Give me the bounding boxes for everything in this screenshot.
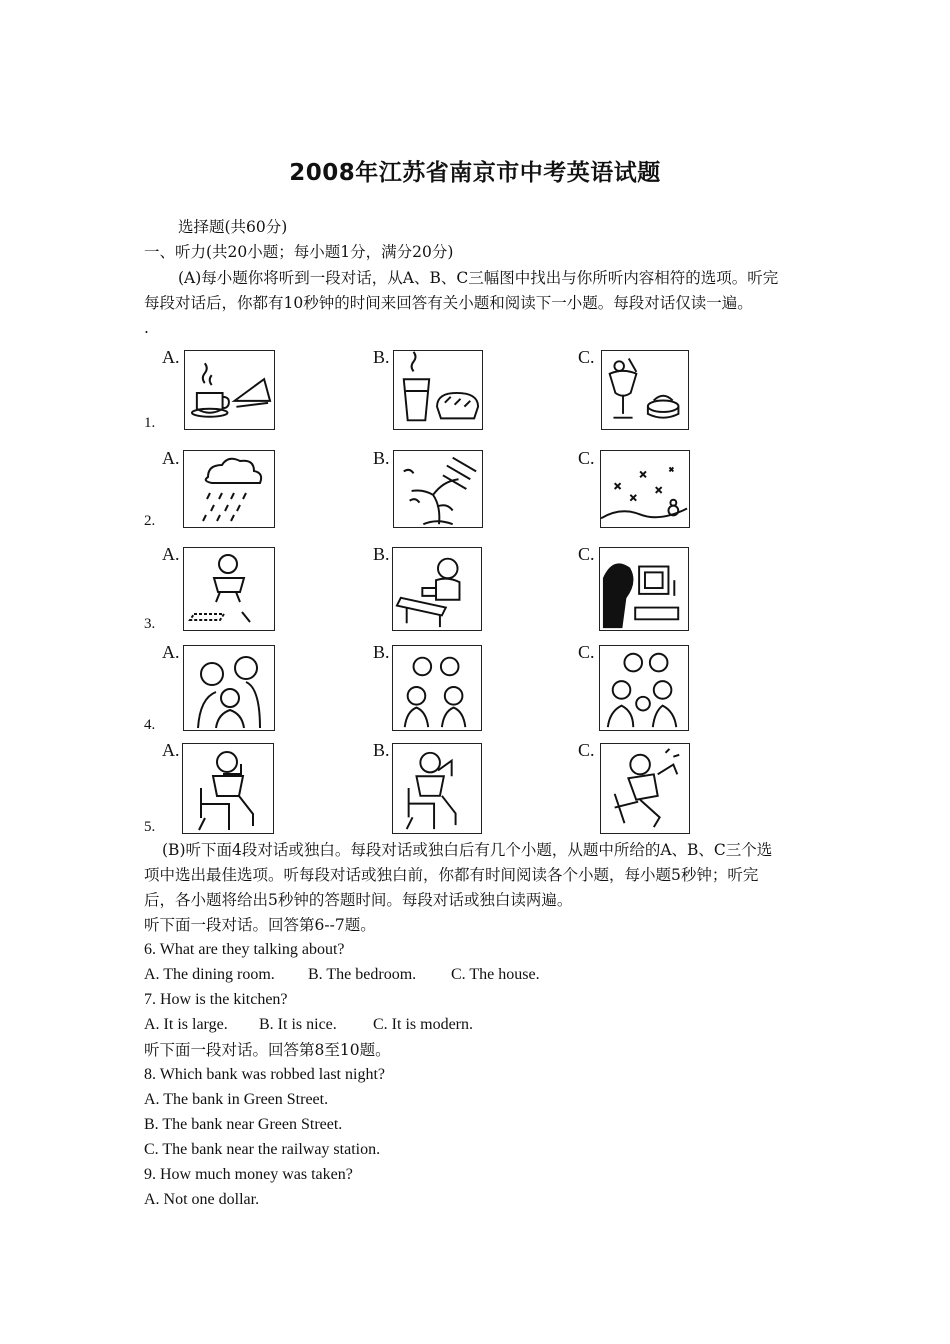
q6-option-a[interactable]: A. The dining room. [144,966,275,983]
q3-number: 3. [144,616,156,632]
q8-option-b[interactable]: B. The bank near Green Street. [144,1116,343,1133]
family-group-icon[interactable] [599,645,689,731]
partB-instruction-3: 后，各小题将给出5秒钟的答题时间。每段对话或独白读两遍。 [144,891,573,909]
q5-option-a-letter: A. [162,740,180,760]
windy-tree-icon[interactable] [393,450,483,528]
dialog2-intro: 听下面一段对话。回答第8至10题。 [144,1041,391,1059]
q2-number: 2. [144,513,156,529]
q6-option-c[interactable]: C. The house. [451,966,540,983]
page-title: 2008年江苏省南京市中考英语试题 [289,160,661,186]
snow-scene-icon[interactable] [600,450,690,528]
q5-option-b-letter: B. [373,740,390,760]
question-8: 8. Which bank was robbed last night? [144,1066,385,1083]
q5-number: 5. [144,819,156,835]
q4-option-b-letter: B. [373,642,390,662]
man-at-desk-icon[interactable] [392,547,482,631]
q4-option-a-letter: A. [162,642,180,662]
family-of-three-icon[interactable] [183,645,275,731]
partB-instruction-2: 项中选出最佳选项。听每段对话或独白前，你都有时间阅读各个小题，每小题5秒钟；听完 [144,866,759,884]
partA-instruction-1: (A)每小题你将听到一段对话，从A、B、C三幅图中找出与你所听内容相符的选项。听完 [178,269,779,287]
milk-and-bread-icon[interactable] [393,350,483,430]
q7-option-c[interactable]: C. It is modern. [373,1016,473,1033]
q4-number: 4. [144,717,156,733]
q3-option-c-letter: C. [578,544,595,564]
question-7: 7. How is the kitchen? [144,991,288,1008]
rain-cloud-icon[interactable] [183,450,275,528]
q1-option-a-letter: A. [162,347,180,367]
section-header: 选择题(共60分) [178,218,288,236]
q9-option-a[interactable]: A. Not one dollar. [144,1191,260,1208]
q7-option-b[interactable]: B. It is nice. [259,1016,337,1033]
q1-number: 1. [144,415,156,431]
part1-header: 一、听力(共20小题；每小题1分，满分20分) [144,243,454,261]
q2-option-a-letter: A. [162,448,180,468]
q1-option-c-letter: C. [578,347,595,367]
q8-option-a[interactable]: A. The bank in Green Street. [144,1091,329,1108]
q3-option-a-letter: A. [162,544,180,564]
boy-falling-chair-icon[interactable] [600,743,690,834]
q3-option-b-letter: B. [373,544,390,564]
q1-option-b-letter: B. [373,347,390,367]
partA-instruction-2: 每段对话后，你都有10秒钟的时间来回答有关小题和阅读下一小题。每段对话仅读一遍。 [144,294,753,312]
boy-reading-chair-icon[interactable] [182,743,274,834]
coffee-and-sandwich-icon[interactable] [184,350,275,430]
q2-option-b-letter: B. [373,448,390,468]
q7-option-a[interactable]: A. It is large. [144,1016,228,1033]
boy-reading-chair-2-icon[interactable] [392,743,482,834]
group-of-children-icon[interactable] [392,645,482,731]
question-9: 9. How much money was taken? [144,1166,353,1183]
partB-instruction-1: (B)听下面4段对话或独白。每段对话或独白后有几个小题，从题中所给的A、B、C三个选 [162,841,773,859]
boy-reading-icon[interactable] [183,547,275,631]
partA-dot: . [144,319,149,337]
q5-option-c-letter: C. [578,740,595,760]
question-6: 6. What are they talking about? [144,941,345,958]
person-at-computer-icon[interactable] [599,547,689,631]
q8-option-c[interactable]: C. The bank near the railway station. [144,1141,381,1158]
ice-drink-and-cake-icon[interactable] [601,350,689,430]
q2-option-c-letter: C. [578,448,595,468]
dialog1-intro: 听下面一段对话。回答第6--7题。 [144,916,376,934]
q4-option-c-letter: C. [578,642,595,662]
q6-option-b[interactable]: B. The bedroom. [308,966,417,983]
